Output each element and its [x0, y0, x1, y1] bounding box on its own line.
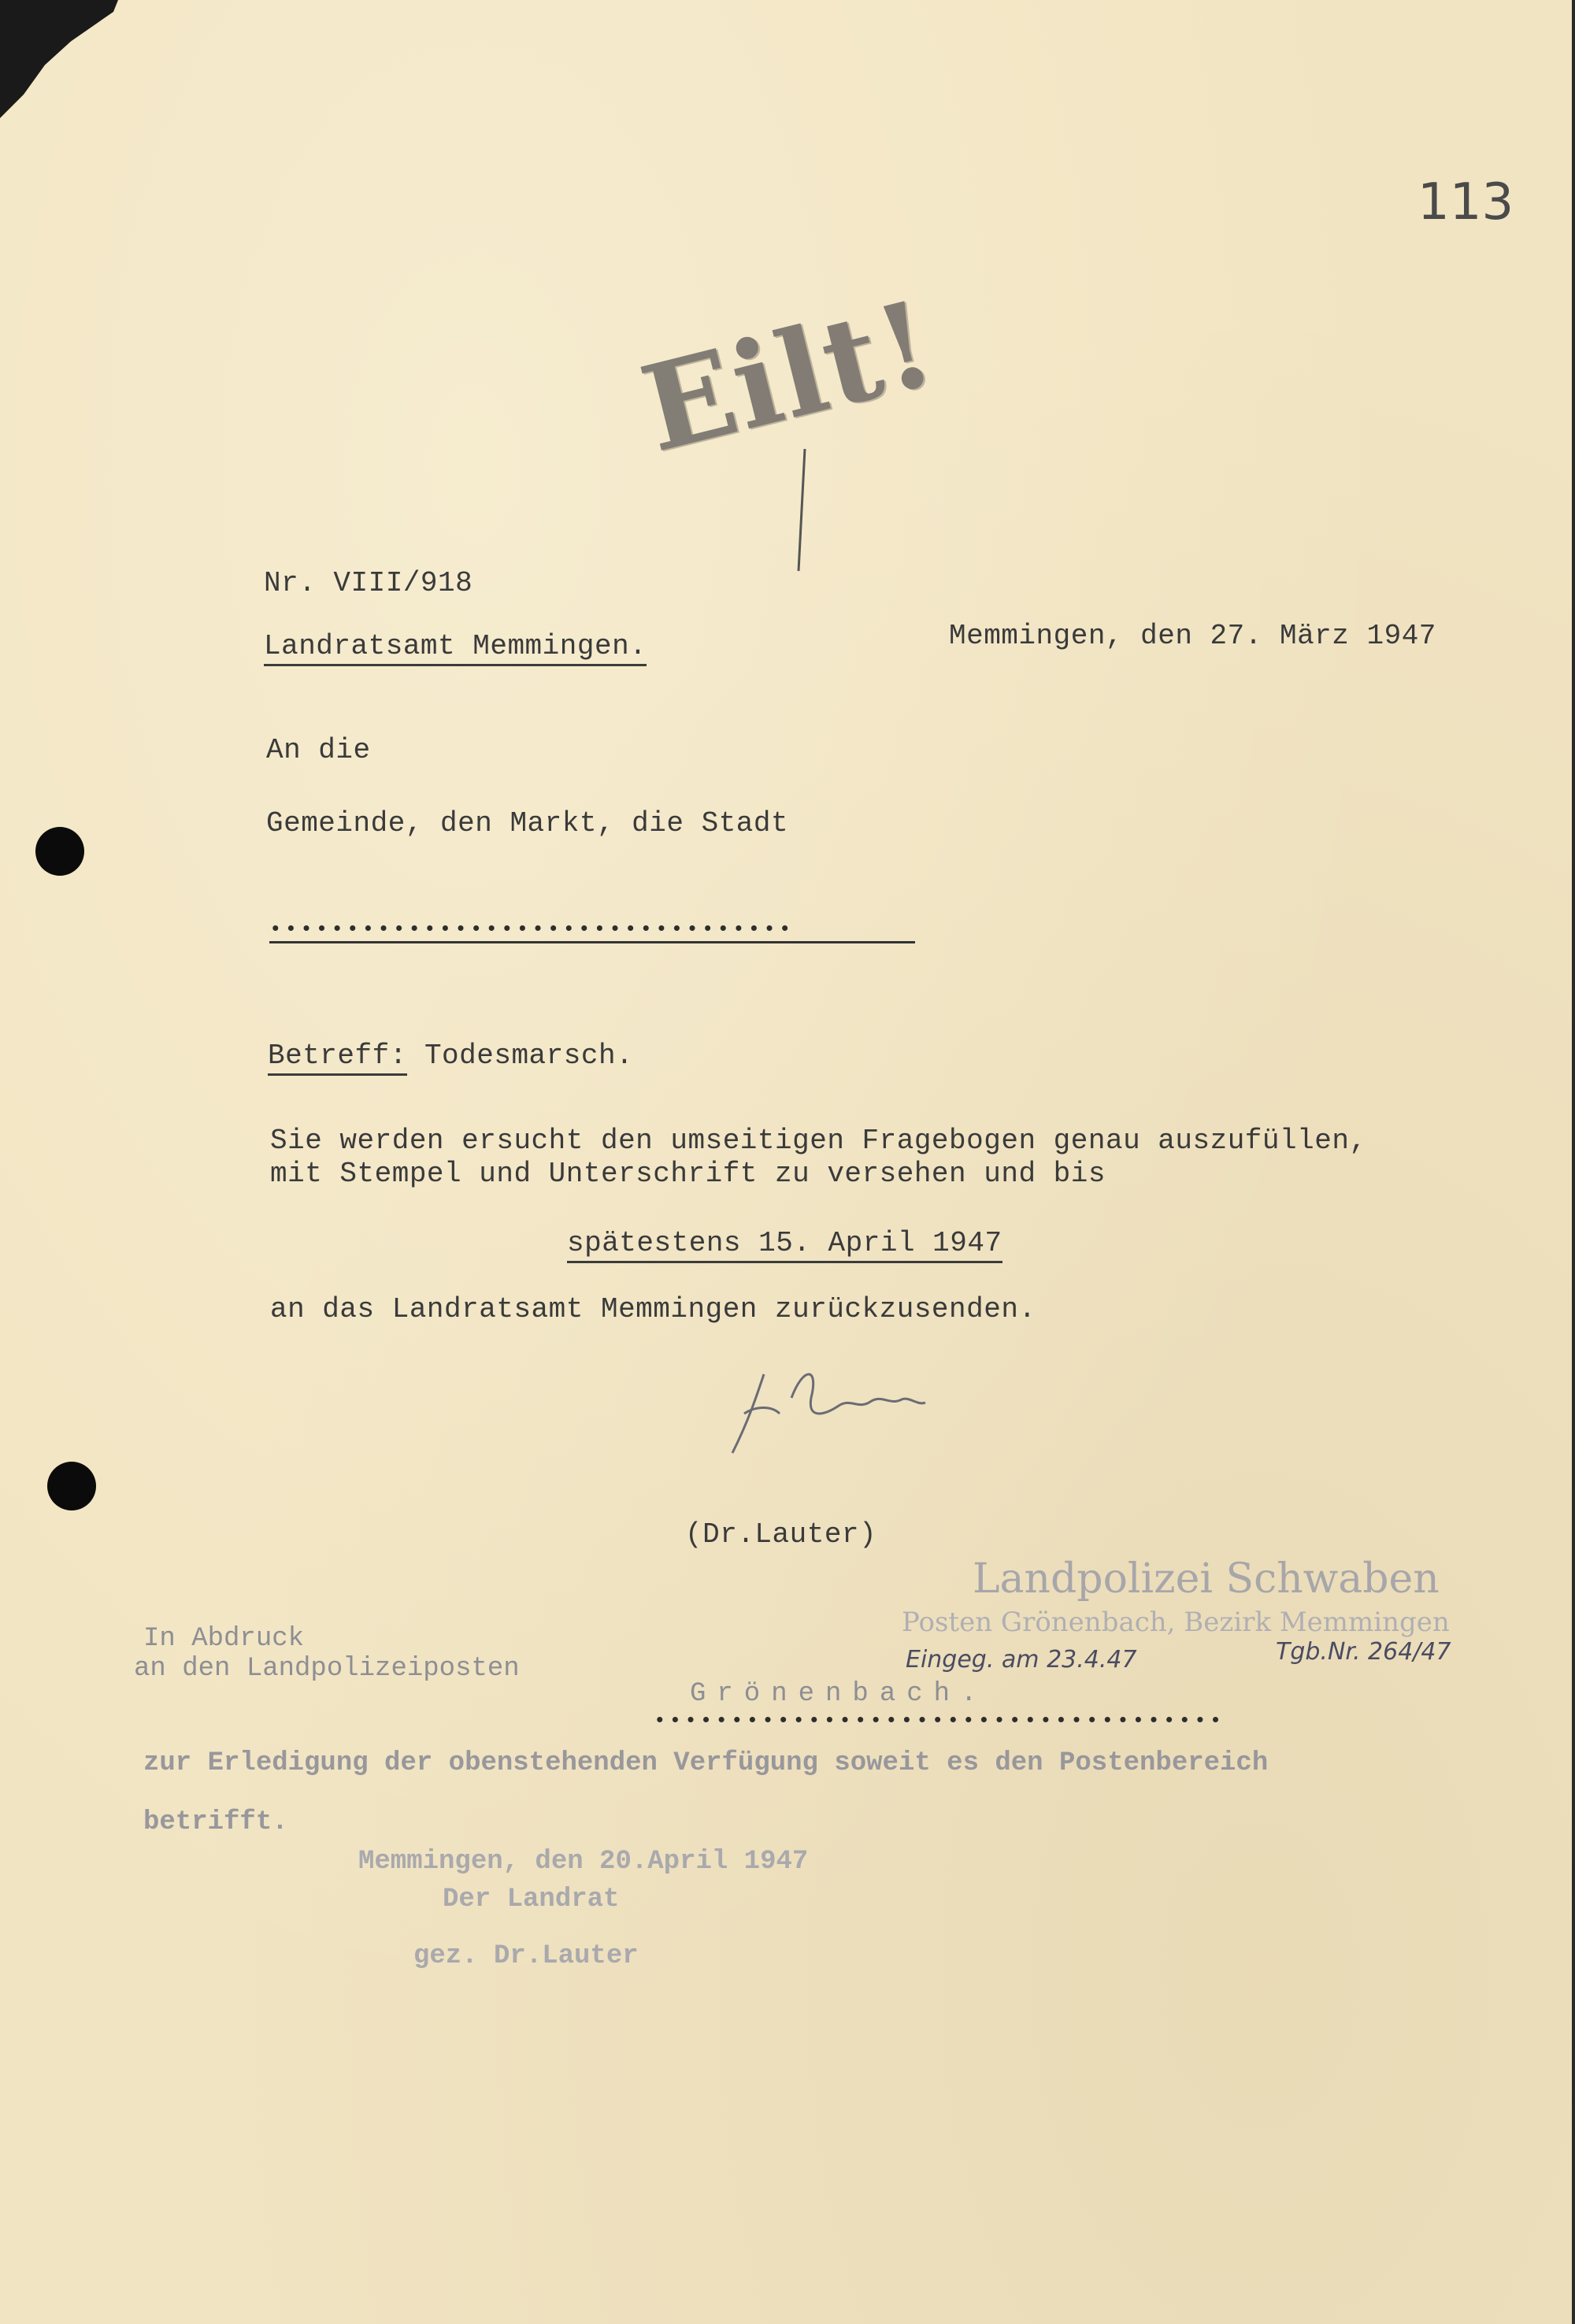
- page-edge: [1572, 0, 1575, 2324]
- subject-label: Betreff:: [268, 1040, 407, 1076]
- stamp-stroke-mark: [788, 449, 819, 575]
- police-stamp-header: Landpolizei Schwaben: [973, 1555, 1440, 1603]
- forwarding-line-2: an den Landpolizeiposten: [134, 1654, 520, 1684]
- reference-number: Nr. VIII/918: [264, 567, 473, 599]
- subject-text: Todesmarsch.: [424, 1040, 634, 1072]
- body-line-2: mit Stempel und Unterschrift zu versehen und bis: [270, 1158, 1106, 1190]
- recipient-salutation: An die: [266, 734, 371, 766]
- address-dotted-line: ••••••••••••••••••••••••••••••••••: [269, 917, 915, 943]
- punch-hole-bottom: [47, 1462, 96, 1510]
- typed-signature: (Dr.Lauter): [685, 1518, 877, 1551]
- body-line-3: an das Landratsamt Memmingen zurückzusenden.: [270, 1293, 1036, 1325]
- subject-line: [268, 1040, 633, 1072]
- journal-number: Tgb.Nr. 264/47: [1276, 1638, 1451, 1666]
- forwarding-signed: gez. Dr.Lauter: [413, 1941, 639, 1971]
- forwarding-title: Der Landrat: [443, 1885, 620, 1914]
- recipient-addressee: Gemeinde, den Markt, die Stadt: [266, 807, 789, 840]
- forwarding-line-1: In Abdruck: [143, 1624, 305, 1654]
- forwarding-place-date: Memmingen, den 20.April 1947: [358, 1847, 809, 1877]
- forwarding-instruction-2: betrifft.: [143, 1807, 288, 1837]
- received-date: Eingeg. am 23.4.47: [906, 1646, 1137, 1674]
- torn-corner: [0, 0, 118, 118]
- body-line-1: Sie werden ersucht den umseitigen Fragebogen genau auszufüllen,: [270, 1125, 1367, 1157]
- police-stamp-subline: Posten Grönenbach, Bezirk Memmingen: [902, 1607, 1450, 1638]
- forwarding-instruction: zur Erledigung der obenstehenden Verfügung soweit es den Postenbereich: [143, 1748, 1269, 1778]
- handwritten-signature: [701, 1351, 937, 1469]
- punch-hole-top: [35, 827, 84, 876]
- forwarding-location: Grönenbach.: [690, 1679, 988, 1709]
- urgent-stamp: Eilt!: [629, 273, 949, 480]
- deadline: spätestens 15. April 1947: [567, 1227, 1002, 1263]
- issuing-office: Landratsamt Memmingen.: [264, 630, 647, 666]
- page-number: 113: [1418, 173, 1514, 232]
- forwarding-dotted-line: •••••••••••••••••••••••••••••••••••••: [654, 1709, 1225, 1733]
- place-date: Memmingen, den 27. März 1947: [949, 620, 1436, 652]
